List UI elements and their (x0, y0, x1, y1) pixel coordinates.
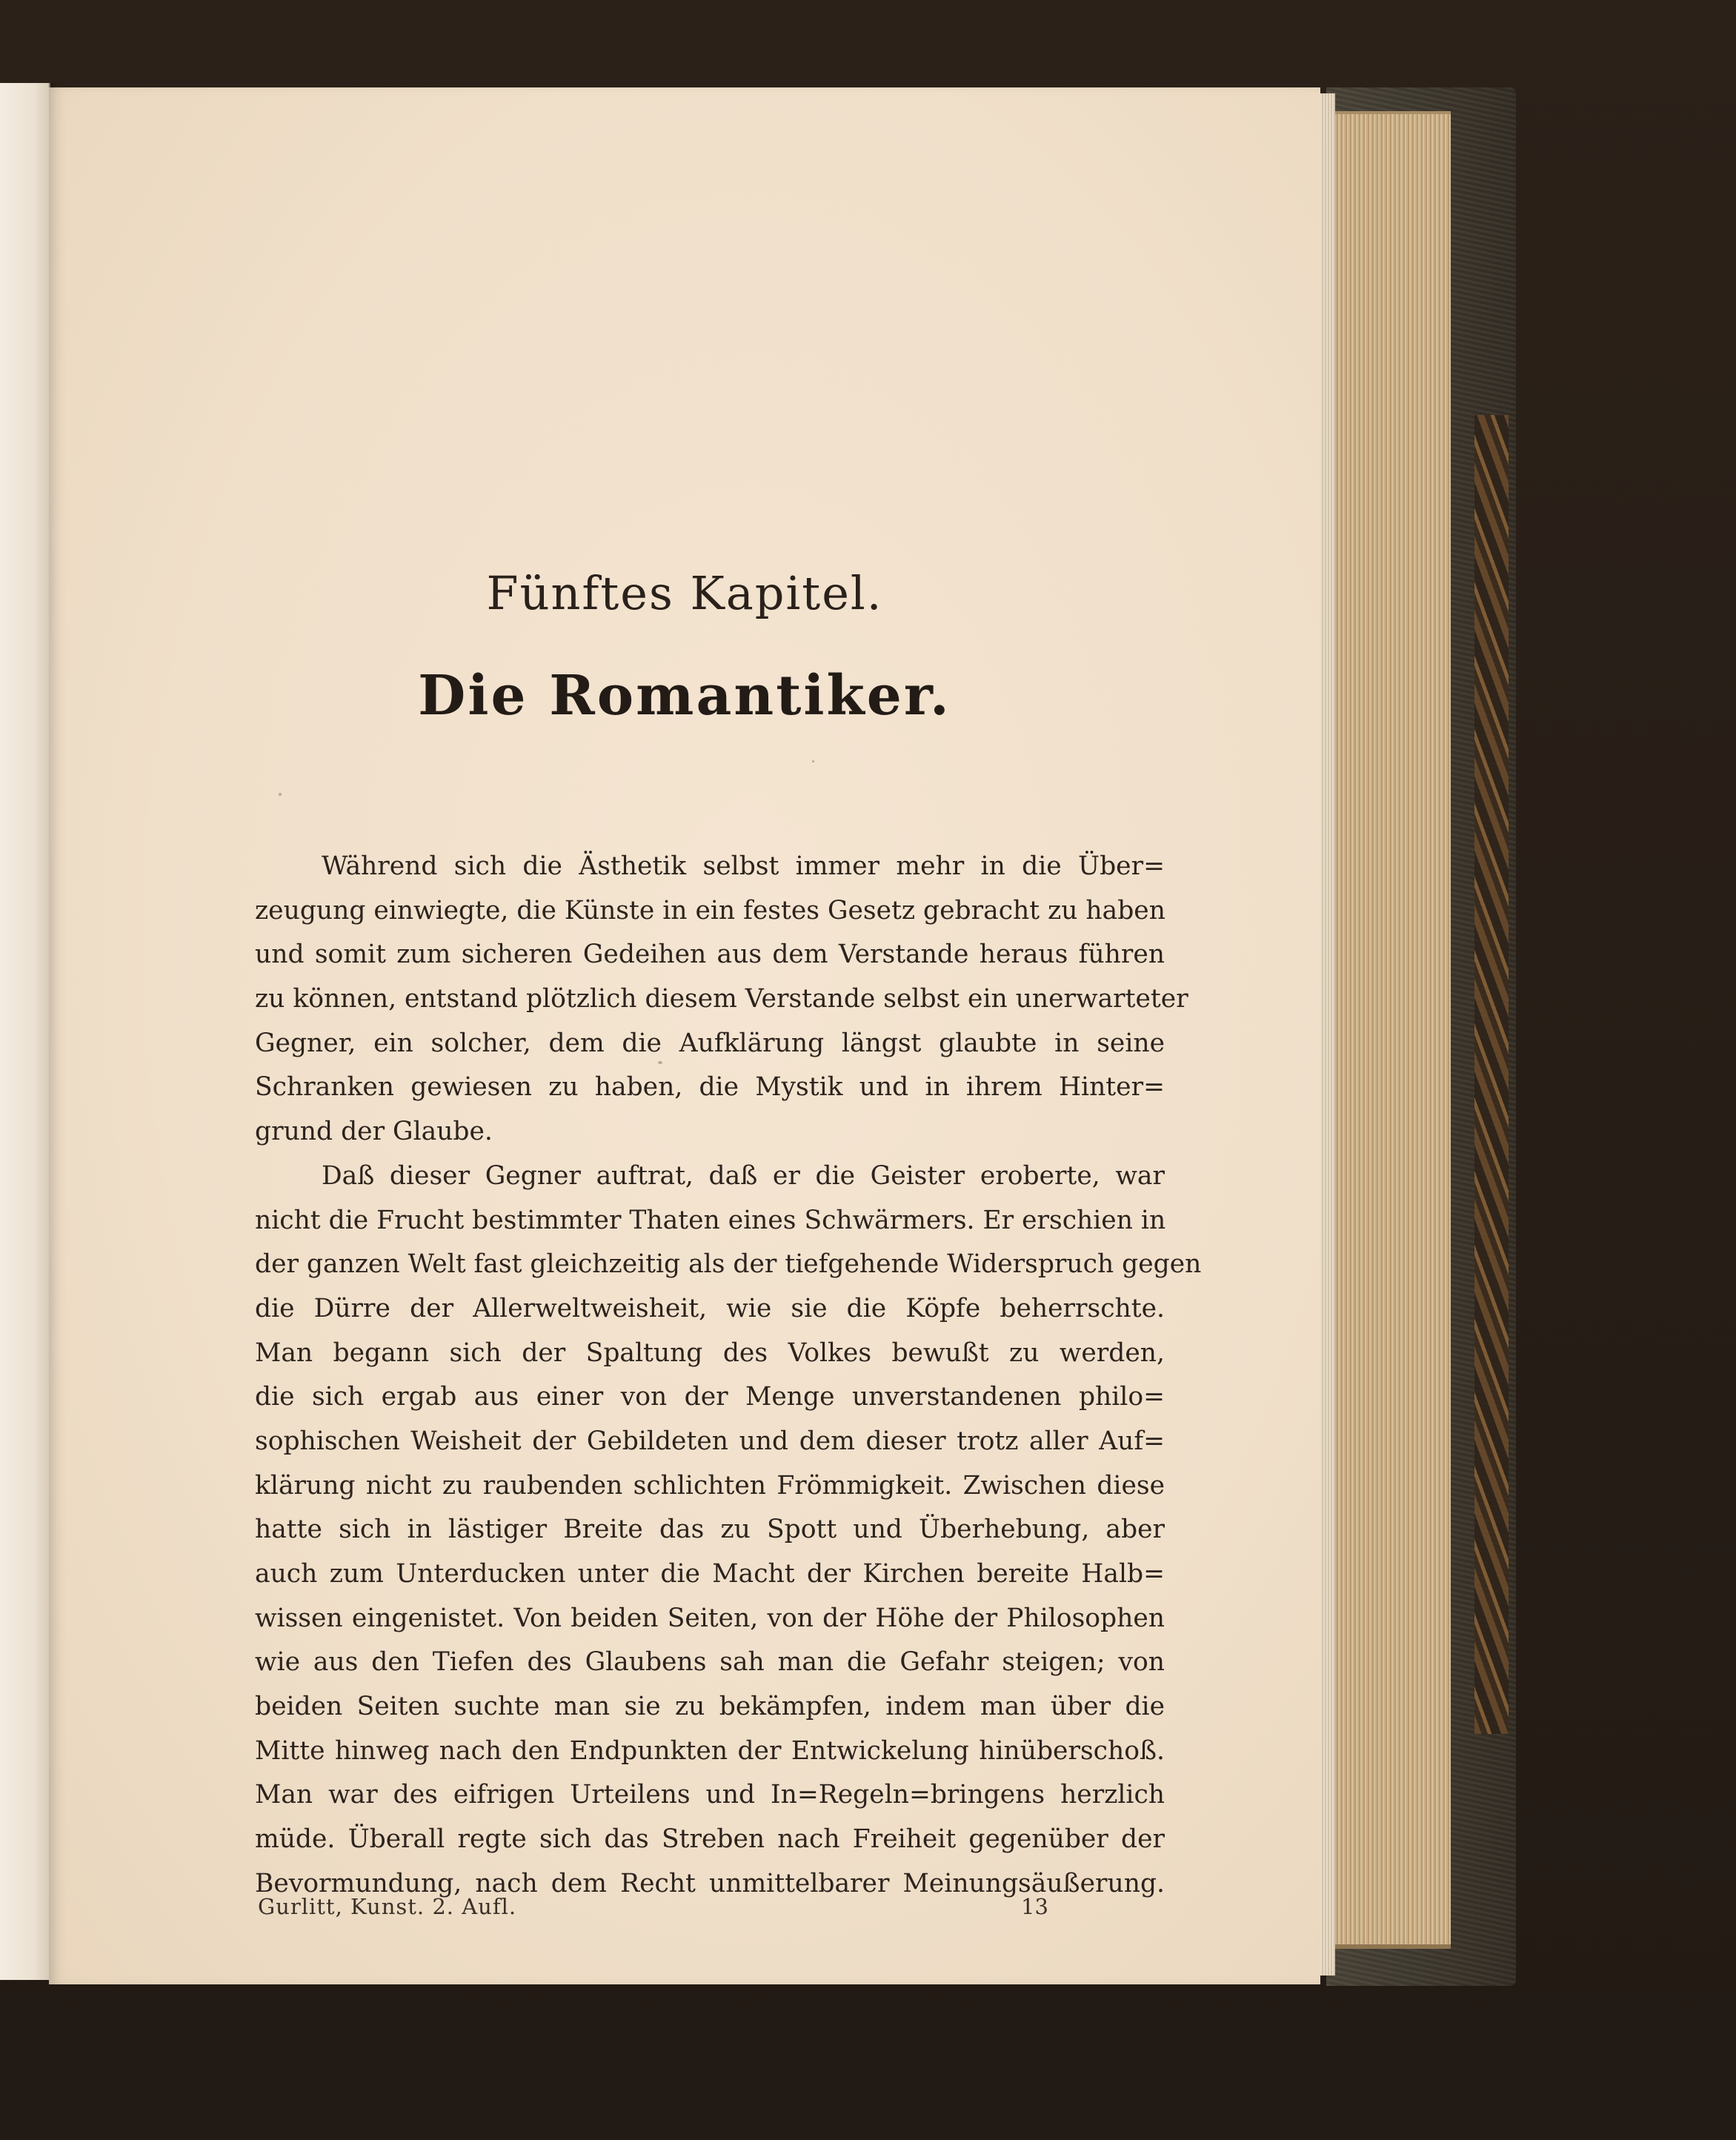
text-line: zeugung einwiegte, die Künste in ein festes Gesetz gebracht zu haben (255, 895, 1165, 926)
text-line: Daß dieser Gegner auftrat, daß er die Geister eroberte, war (322, 1160, 1165, 1191)
text-line: Mitte hinweg nach den Endpunkten der Entwickelung hinüberschoß. (255, 1735, 1165, 1766)
chapter-title: Die Romantiker. (418, 664, 951, 728)
text-line: wissen eingenistet. Von beiden Seiten, von der Höhe der Philosophen (255, 1603, 1165, 1633)
text-line: zu können, entstand plötzlich diesem Verstande selbst ein unerwarteter (255, 984, 1188, 1014)
book-page (49, 87, 1320, 1984)
text-line: Bevormundung, nach dem Recht unmittelbarer Meinungsäußerung. (255, 1868, 1165, 1898)
page-block-edges (1326, 111, 1451, 1949)
paper-speck (279, 793, 282, 796)
text-line: Man war des eifrigen Urteilens und In=Regeln=bringens herzlich (255, 1780, 1165, 1810)
paper-speck (812, 760, 814, 762)
chapter-heading: Fünftes Kapitel. (486, 566, 883, 620)
text-line: wie aus den Tiefen des Glaubens sah man die Gefahr steigen; von (255, 1647, 1165, 1678)
text-line: klärung nicht zu raubenden schlichten Frömmigkeit. Zwischen diese (255, 1470, 1165, 1501)
text-line: und somit zum sicheren Gedeihen aus dem Verstande heraus führen (255, 940, 1165, 970)
page-body-text (255, 845, 1202, 1907)
paragraph (255, 1154, 1202, 1907)
text-line: Während sich die Ästhetik selbst immer mehr in die Über= (322, 851, 1165, 881)
text-line: die Dürre der Allerweltweisheit, wie sie die Köpfe beherrschte. (255, 1293, 1165, 1323)
text-line: der ganzen Welt fast gleichzeitig als der tiefgehende Widerspruch gegen (255, 1249, 1202, 1280)
paper-speck (658, 1061, 662, 1064)
marbled-binding (1474, 415, 1509, 1734)
text-line: hatte sich in lästiger Breite das zu Spott und Überhebung, aber (255, 1515, 1165, 1545)
text-line: die sich ergab aus einer von der Menge unverstandenen philo= (255, 1382, 1165, 1412)
text-line: Gegner, ein solcher, dem die Aufklärung längst glaubte in seine (255, 1028, 1165, 1058)
text-line: sophischen Weisheit der Gebildeten und dem dieser trotz aller Auf= (255, 1426, 1165, 1456)
text-line: grund der Glaube. (255, 1117, 493, 1147)
text-line: auch zum Unterducken unter die Macht der Kirchen bereite Halb= (255, 1559, 1165, 1589)
page-number: 13 (1021, 1894, 1048, 1919)
facing-page-edge (0, 83, 50, 1980)
text-line: nicht die Frucht bestimmter Thaten eines Schwärmers. Er erschien in (255, 1205, 1166, 1235)
signature-mark: Gurlitt, Kunst. 2. Aufl. (258, 1894, 517, 1919)
text-line: müde. Überall regte sich das Streben nach Freiheit gegenüber der (255, 1824, 1165, 1855)
paragraph (255, 845, 1188, 1154)
text-line: beiden Seiten suchte man sie zu bekämpfen, indem man über die (255, 1692, 1165, 1722)
text-line: Man begann sich der Spaltung des Volkes bewußt zu werden, (255, 1338, 1165, 1368)
text-line: Schranken gewiesen zu haben, die Mystik und in ihrem Hinter= (255, 1072, 1165, 1103)
